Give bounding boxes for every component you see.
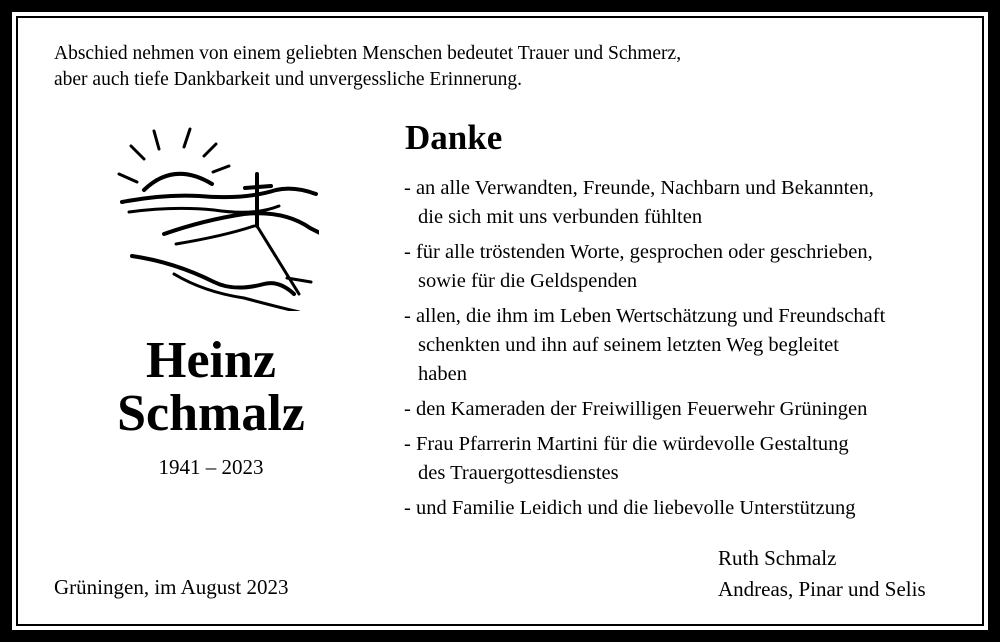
intro-line: aber auch tiefe Dankbarkeit und unvergessliche Erinnerung. — [54, 69, 522, 90]
thanks-line: haben — [418, 363, 467, 385]
thanks-line: - den Kameraden der Freiwilligen Feuerwehr Grüningen — [404, 398, 868, 420]
thanks-line: die sich mit uns verbunden fühlten — [418, 206, 703, 228]
thanks-item — [404, 430, 994, 488]
place-date: Grüningen, im August 2023 — [54, 575, 289, 599]
inner-border — [16, 16, 984, 626]
intro-text — [54, 41, 681, 93]
thanks-item — [404, 494, 994, 523]
obituary-card — [12, 12, 988, 630]
thanks-item — [404, 302, 994, 389]
thanks-line: - allen, die ihm im Leben Wertschätzung und Freundschaft — [404, 305, 886, 327]
thanks-item — [404, 395, 994, 424]
thanks-list — [404, 174, 994, 529]
thanks-line: - Frau Pfarrerin Martini für die würdevolle Gestaltung — [404, 433, 849, 455]
thanks-heading: Danke — [405, 118, 503, 157]
thanks-line: sowie für die Geldspenden — [418, 270, 638, 292]
deceased-name — [88, 334, 334, 440]
sunrise-hills-cross-icon — [104, 126, 319, 311]
thanks-line: schenkten und ihn auf seinem letzten Weg begleitet — [418, 334, 839, 356]
thanks-line: - und Familie Leidich und die liebevolle Unterstützung — [404, 497, 856, 519]
thanks-line: - für alle tröstenden Worte, gesprochen oder geschrieben, — [404, 241, 873, 263]
thanks-line: - an alle Verwandten, Freunde, Nachbarn und Bekannten, — [404, 177, 874, 199]
last-name: Schmalz — [117, 385, 305, 442]
thanks-item — [404, 174, 994, 232]
thanks-item — [404, 238, 994, 296]
signer: Ruth Schmalz — [718, 546, 837, 570]
intro-line: Abschied nehmen von einem geliebten Menschen bedeutet Trauer und Schmerz, — [54, 43, 682, 64]
signers — [718, 543, 926, 605]
signer: Andreas, Pinar und Selis — [718, 577, 926, 601]
first-name: Heinz — [146, 332, 276, 389]
thanks-line: des Trauergottesdienstes — [418, 462, 619, 484]
life-dates: 1941 – 2023 — [158, 455, 264, 479]
